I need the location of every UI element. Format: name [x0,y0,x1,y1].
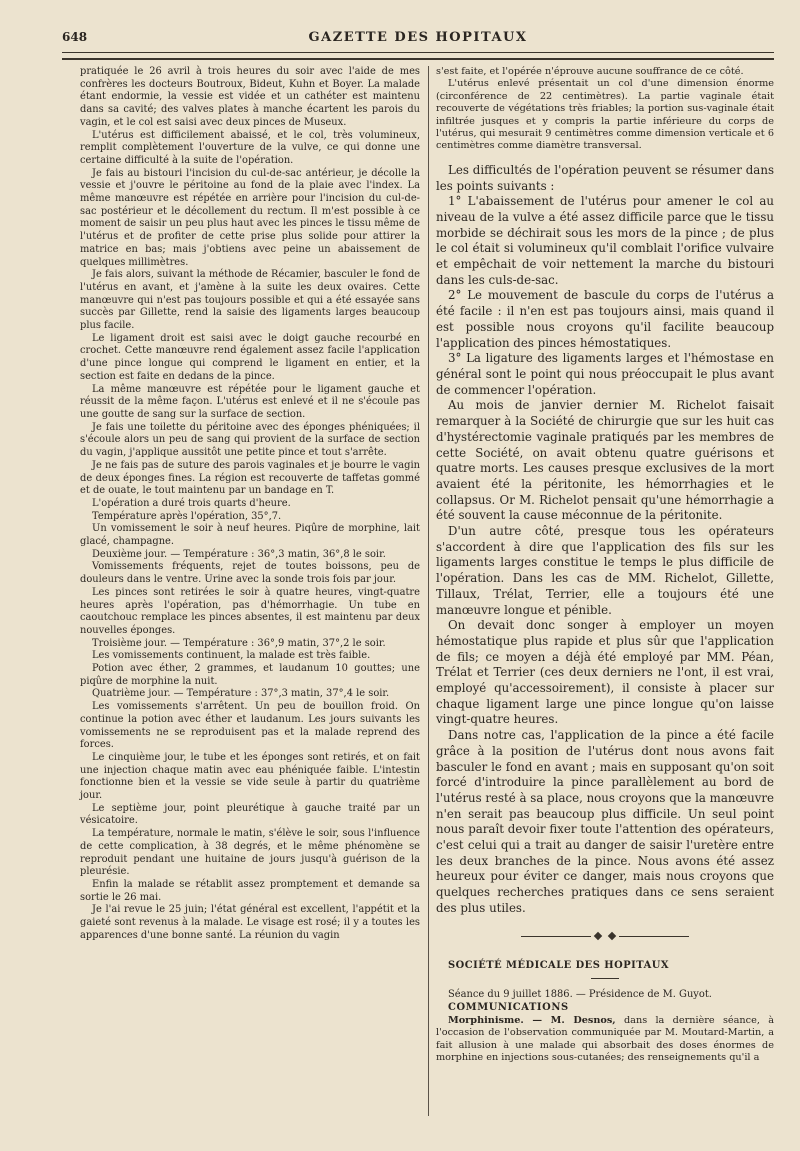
paragraph: D'un autre côté, presque tous les opérateurs s'accordent à dire que l'application des fils sur les ligaments larges constitue le temps le plus difficile de l'opération. Dans les cas de MM. Richelot, Gillette, Tillaux, Trélat, Terrier, elle a toujours été une manœuvre longue et pénible. [436,524,774,617]
paragraph: Je fais au bistouri l'incision du cul-de-sac antérieur, je décolle la vessie et j'ouvre le péritoine au fond de la plaie avec l'index. La même manœuvre est répétée en arrière pour l'incision du cul-de-sac postérieur et le décollement du rectum. Il m'est possible à ce moment de saisir un peu plus haut avec les pinces le tissu même de l'utérus et de profiter de cette prise plus solide pour attirer la matrice en bas; mais j'obtiens avec peine un abaissement de quelques millimètres. [80,167,421,268]
paragraph: Dans notre cas, l'application de la pince a été facile grâce à la position de l'utérus dont nous avons fait basculer le fond en avant ; mais en supposant qu'on soit forcé d'introduire la pince parallèlement au bord de l'utérus resté à sa place, nous croyons que la manœuvre n'en serait pas beaucoup plus difficile. Un seul point nous paraît devoir fixer toute l'attention des opérateurs, c'est celui qui a trait au danger de saisir l'uretère entre les deux branches de la pince. Nous avons été assez heureux pour éviter ce danger, mais nous croyons que quelques recherches pratiques dans ce sens seraient des plus utiles. [436,728,775,915]
paragraph: L'opération a duré trois quarts d'heure. [92,497,291,509]
paragraph: Les difficultés de l'opération peuvent se résumer dans les points suivants : [436,162,774,193]
morphinisme-lead: Morphinisme. — M. Desnos, [448,1014,616,1026]
paragraph: Quatrième jour. — Température : 37°,3 matin, 37°,4 le soir. [92,688,390,700]
paragraph: Le ligament droit est saisi avec le doigt gauche recourbé en crochet. Cette manœuvre rend également assez facile l'application d'une pince longue qui comprend le ligament en entier, et la section est faite en dedans de la pince. [80,332,420,382]
paragraph: Le cinquième jour, le tube et les éponges sont retirés, et on fait une injection chaque matin avec eau phéniquée faible. L'intestin fonctionne bien et la vessie se vide seule à partir du quatrième jour. [80,751,420,802]
morphinisme-paragraph [436,1015,774,1065]
paragraph: On devait donc songer à employer un moyen hémostatique plus rapide et plus sûr que l'application de fils; ce moyen a déjà été employé par MM. Péan, Trélat et Terrier (ces deux derniers ne l'ont, il est vrai, employé qu'accessoirement), il consiste à placer sur chaque ligament large une pince longue qu'on laisse vingt-quatre heures. [436,618,774,727]
paragraph: L'utérus est difficilement abaissé, et le col, très volumineux, remplit complètement l'ouverture de la vulve, ce qui donne une certaine difficulté à la suite de l'opération. [80,129,420,166]
paragraph: Je l'ai revue le 25 juin; l'état général est excellent, l'appétit et la gaieté sont revenus à la malade. Le visage est rosé; il y a toutes les apparences d'une bonne santé. La réunion du vagin [80,904,420,941]
paragraph: 1° L'abaissement de l'utérus pour amener le col au niveau de la vulve a été assez difficile parce que le tissu morbide se déchirait sous les mors de la pince ; de plus le col était si volumineux qu'il comblait l'orifice vulvaire et empêchait de voir nettement la marche du bistouri dans les culs-de-sac. [436,194,774,287]
paragraph: L'utérus enlevé présentait un col d'une dimension énorme (circonférence de 22 centimètres). La partie vaginale était recouverte de végétations très friables; la portion sus-vaginale était infiltrée jusques et y compris la partie inférieure du corps de l'utérus, qui mesurait 9 centimètres comme dimension verticale et 6 centimètres comme diamètre transversal. [436,78,774,152]
discussion-text [436,163,774,917]
section-ornament [436,931,774,942]
paragraph: Potion avec éther, 2 grammes, et laudanum 10 gouttes; une piqûre de morphine la nuit. [80,663,420,687]
paragraph: Température après l'opération, 35°,7. [92,510,282,522]
section-title: SOCIÉTÉ MÉDICALE DES HOPITAUX [448,959,670,971]
paragraph: Je fais alors, suivant la méthode de Récamier, basculer le fond de l'utérus en avant, et j'amène à la suite les deux ovaires. Cette manœuvre qui n'est pas toujours possible et qui a été essayée sans succès par Gillette, rend la saisie des ligaments larges beaucoup plus facile. [80,269,420,332]
paragraph: Un vomissement le soir à neuf heures. Piqûre de morphine, lait glacé, champagne. [80,523,420,548]
paragraph: Au mois de janvier dernier M. Richelot faisait remarquer à la Société de chirurgie que sur les huit cas d'hystérectomie vaginale pratiqués par les membres de cette Société, on avait obtenu quatre guérisons et quatre morts. Les causes presque exclusives de la mort avaient été la péritonite, les hémorrhagies et le collapsus. Or M. Richelot pensait qu'une hémorrhagie a été souvent la cause méconnue de la péritonite. [436,398,774,523]
column-divider [428,66,429,1116]
paragraph: La température, normale le matin, s'élève le soir, sous l'influence de cette complication, à 38 degrés, et le même phénomène se reproduit pendant une huitaine de jours jusqu'à guérison de la pleurésie. [80,828,420,878]
communications-heading: COMMUNICATIONS [448,1002,569,1013]
paragraph: 3° La ligature des ligaments larges et l'hémostase en général sont le point qui nous préoccupait le plus avant de commencer l'opération. [436,351,774,397]
title-rule [591,978,619,979]
running-title: GAZETTE DES HOPITAUX [308,30,528,45]
paragraph: Deuxième jour. — Température : 36°,3 matin, 36°,8 le soir. [92,548,386,560]
paragraph: 2° Le mouvement de bascule du corps de l'utérus a été facile : il n'en est pas toujours ainsi, mais quand il est possible nous croyons qu'il facilite beaucoup l'application des pinces hémostatiques. [436,288,774,350]
page-header [62,30,774,50]
paragraph: Les vomissements continuent, la malade est très faible. [92,650,371,662]
left-column [80,66,420,943]
paragraph: Troisième jour. — Température : 36°,9 matin, 37°,2 le soir. [92,637,386,649]
paragraph: La même manœuvre est répétée pour le ligament gauche et réussit de la même façon. L'utérus est enlevé et il ne s'écoule pas une goutte de sang sur la surface de section. [80,383,420,420]
paragraph: pratiquée le 26 avril à trois heures du soir avec l'aide de mes confrères les docteurs Boutroux, Bideut, Kuhn et Boyer. La malade étant endormie, la vessie est vidée et un cathéter est maintenu dans sa cavité; des valves plates à manche écartent les parois du vagin, et le col est saisi avec deux pinces de Museux. [80,66,420,128]
seance-line: Séance du 9 juillet 1886. — Présidence de M. Guyot. [448,989,712,1001]
paragraph: Les vomissements s'arrêtent. Un peu de bouillon froid. On continue la potion avec éther et laudanum. Les jours suivants les vomissements ne se reproduisent pas et la malade reprend des forces. [80,701,420,751]
paragraph: Les pinces sont retirées le soir à quatre heures, vingt-quatre heures après l'opération, pas d'hémorrhagie. Un tube en caoutchouc remplace les pinces absentes, il est maintenu par deux nouvelles éponges. [80,586,420,636]
paragraph: Enfin la malade se rétablit assez promptement et demande sa sortie le 26 mai. [80,879,420,903]
paragraph: Le septième jour, point pleurétique à gauche traité par un vésicatoire. [80,802,420,827]
header-rule [62,52,774,53]
right-column [436,66,774,1064]
page-number: 648 [62,30,88,44]
specimen-description [436,66,774,153]
paragraph: Je ne fais pas de suture des parois vaginales et je bourre le vagin de deux éponges fines. La région est recouverte de taffetas gommé et de ouate, le tout maintenu par un bandage en T. [80,459,420,497]
header-rule-thick [62,58,774,60]
paragraph: Vomissements fréquents, rejet de toutes boissons, peu de douleurs dans le ventre. Urine avec la sonde trois fois par jour. [80,561,420,586]
morphinisme-text: dans la dernière séance, à l'occasion de l'observation communiquée par M. Moutard-Martin, a fait allusion à une malade qui absorbait des doses énormes de morphine en injections sous-cutanées; des renseignements qu'il a [436,1014,774,1063]
paragraph: Je fais une toilette du péritoine avec des éponges phéniquées; il s'écoule alors un peu de sang qui provient de la surface de section du vagin, j'applique aussitôt une petite pince et tout s'arrête. [80,421,420,459]
paragraph: s'est faite, et l'opérée n'éprouve aucune souffrance de ce côté. [436,66,744,77]
